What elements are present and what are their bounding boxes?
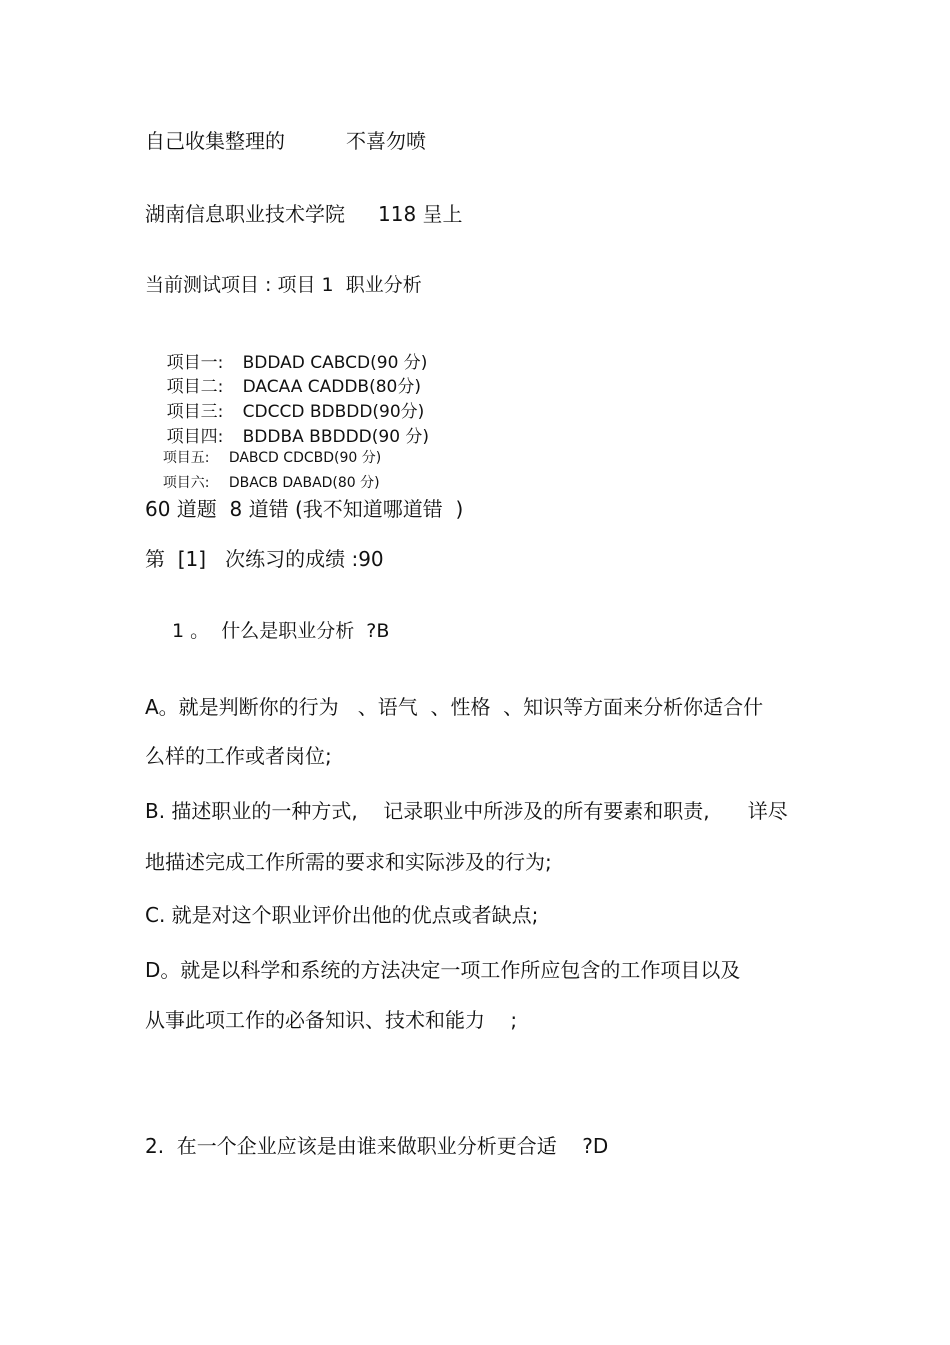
summary-line: 60 道题 8 道错 (我不知道哪道错 ) — [145, 497, 464, 521]
answer-label: 项目三: — [166, 402, 224, 422]
answer-label: 项目一: — [166, 353, 224, 373]
answer-label: 项目二: — [166, 377, 224, 397]
answer-value: CDCCD BDBDD(90分) — [242, 402, 425, 422]
q1-option-d-line2: 从事此项工作的必备知识、技术和能力 ; — [145, 1008, 518, 1032]
q1-option-d-line1: D。就是以科学和系统的方法决定一项工作所应包含的工作项目以及 — [145, 958, 741, 982]
current-project: 当前测试项目 : 项目 1 职业分析 — [145, 274, 422, 296]
q1-option-b-line1: B. 描述职业的一种方式, 记录职业中所涉及的所有要素和职责, 详尽 — [145, 799, 788, 823]
answer-value: DBACB DABAD(80 分) — [228, 475, 380, 491]
score-line: 第 [1] 次练习的成绩 :90 — [145, 547, 384, 571]
collect-note: 自己收集整理的 — [145, 129, 285, 153]
answer-value: DACAA CADDB(80分) — [242, 377, 421, 397]
answer-value: DABCD CDCBD(90 分) — [228, 450, 382, 466]
q1-option-c-line1: C. 就是对这个职业评价出他的优点或者缺点; — [145, 903, 539, 927]
answer-label: 项目六: — [162, 475, 210, 491]
q1-option-a-line2: 么样的工作或者岗位; — [145, 744, 332, 768]
collect-tag: 不喜勿喷 — [346, 129, 426, 153]
answer-value: BDDAD CABCD(90 分) — [242, 353, 428, 373]
answer-label: 项目五: — [162, 450, 210, 466]
school-tag: 118 呈上 — [378, 202, 463, 226]
q1-option-a-line1: A。就是判断你的行为 、语气 、性格 、知识等方面来分析你适合什 — [145, 695, 764, 719]
school-name: 湖南信息职业技术学院 — [145, 202, 345, 226]
answer-value: BDDBA BBDDD(90 分) — [242, 427, 430, 447]
question-1: 1 。 什么是职业分析 ?B — [172, 620, 390, 642]
q1-option-b-line2: 地描述完成工作所需的要求和实际涉及的行为; — [145, 850, 552, 874]
answer-label: 项目四: — [166, 427, 224, 447]
question-2: 2. 在一个企业应该是由谁来做职业分析更合适 ?D — [145, 1134, 609, 1158]
